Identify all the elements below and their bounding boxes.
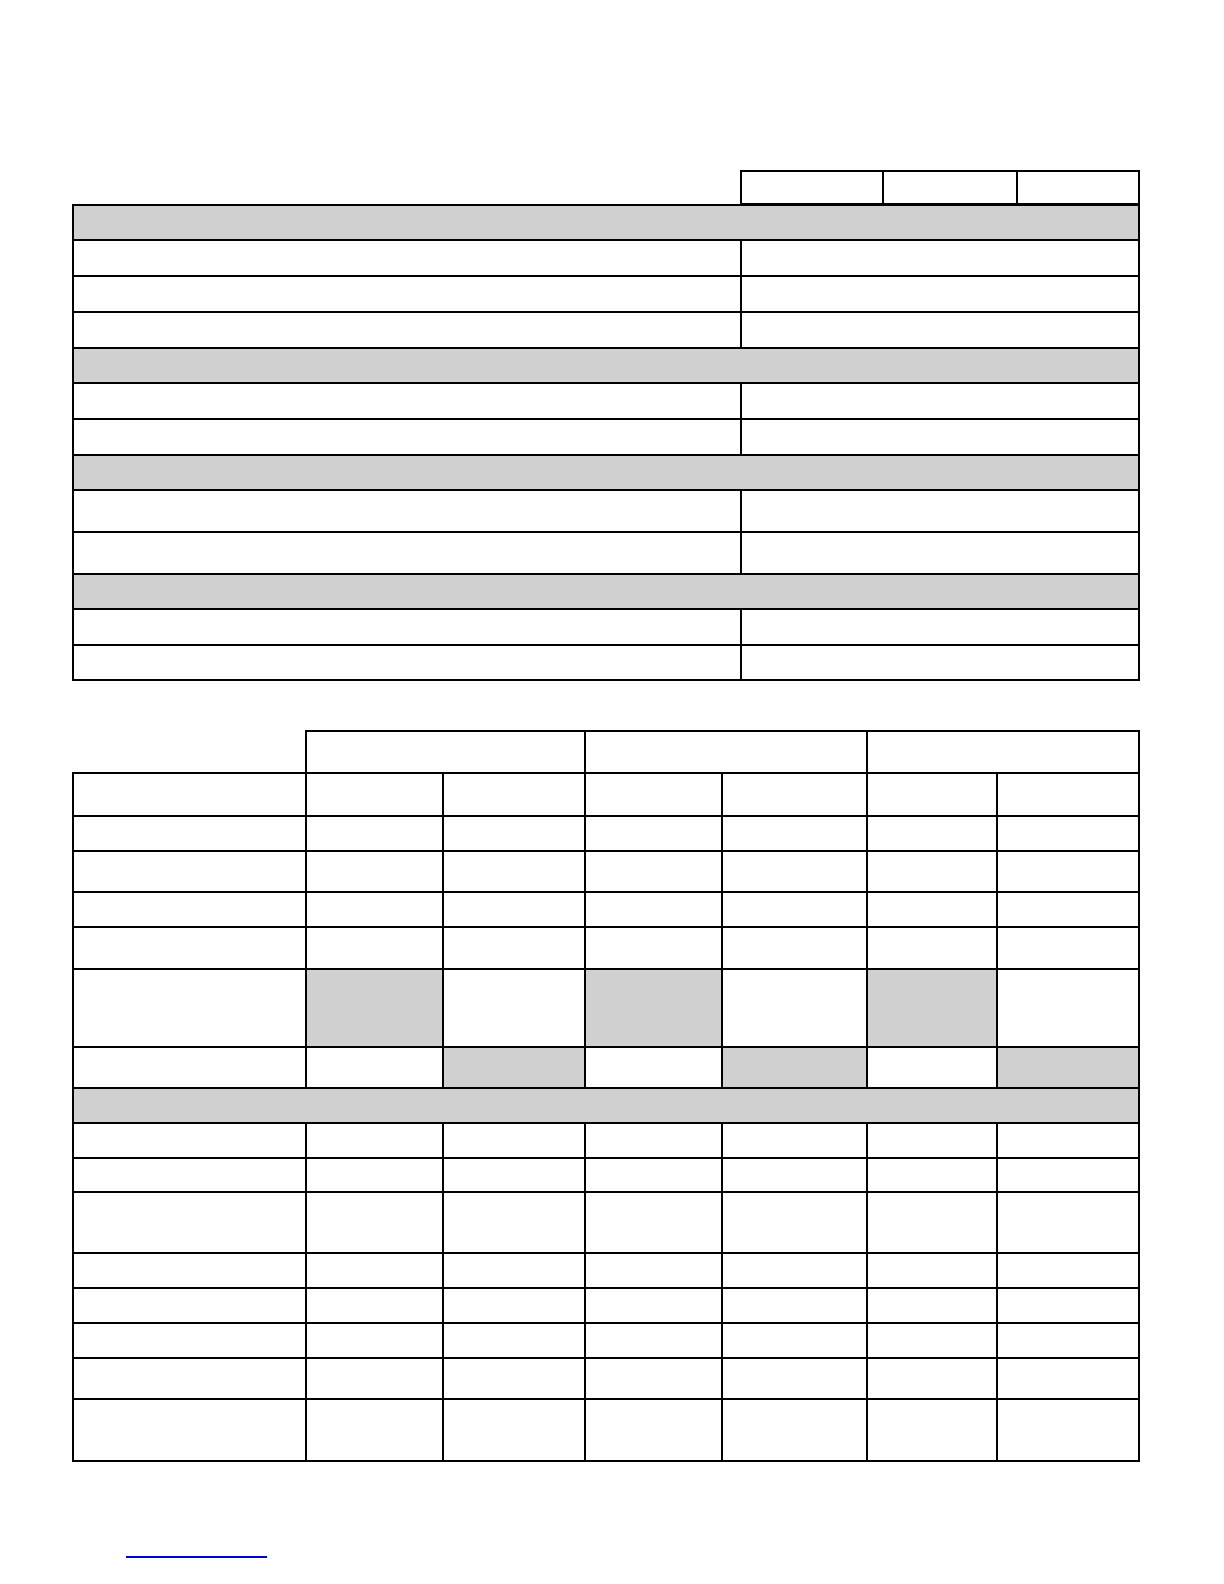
- info-row: [74, 384, 1138, 420]
- grid-cell[interactable]: [723, 1359, 868, 1398]
- table-row: [74, 1193, 1138, 1254]
- info-row: [74, 610, 1138, 646]
- grid-cell[interactable]: [868, 1254, 998, 1287]
- section-header-1: [74, 206, 1138, 241]
- grid-cell[interactable]: [723, 928, 868, 968]
- table-row: [74, 1048, 1138, 1089]
- sub-header: [998, 774, 1138, 815]
- sub-header: [444, 774, 586, 815]
- grid-row-label: [74, 1193, 307, 1252]
- row-value-field[interactable]: [742, 491, 1138, 531]
- shaded-cell: [723, 1048, 868, 1087]
- grid-cell[interactable]: [444, 1359, 586, 1398]
- header-box-2[interactable]: [882, 170, 1016, 205]
- grid-cell[interactable]: [723, 817, 868, 850]
- grid-cell[interactable]: [586, 1159, 723, 1191]
- row-label: [74, 533, 742, 573]
- grid-cell[interactable]: [586, 1254, 723, 1287]
- grid-cell[interactable]: [307, 1159, 444, 1191]
- grid-row-label: [74, 1254, 307, 1287]
- grid-cell[interactable]: [998, 1193, 1138, 1252]
- grid-cell[interactable]: [444, 1193, 586, 1252]
- grid-cell[interactable]: [868, 1159, 998, 1191]
- shaded-cell: [444, 1048, 586, 1087]
- grid-row-label: [74, 1048, 307, 1087]
- table-row: [74, 852, 1138, 893]
- row-label: [74, 646, 742, 679]
- row-value-field[interactable]: [742, 533, 1138, 573]
- table-row: [74, 893, 1138, 928]
- grid-cell[interactable]: [998, 1124, 1138, 1157]
- table-row: [74, 817, 1138, 852]
- table-row: [74, 1324, 1138, 1359]
- grid-cell[interactable]: [307, 1124, 444, 1157]
- grid-cell[interactable]: [723, 1159, 868, 1191]
- row-label: [74, 491, 742, 531]
- row-label: [74, 241, 742, 275]
- grid-cell[interactable]: [307, 852, 444, 891]
- section-header-3: [74, 456, 1138, 491]
- grid-cell[interactable]: [307, 1289, 444, 1322]
- row-value-field[interactable]: [742, 277, 1138, 311]
- grid-row-label: [74, 1400, 307, 1460]
- header-box-3[interactable]: [1016, 170, 1140, 205]
- row-value-field[interactable]: [742, 610, 1138, 644]
- grid-header-row: [74, 774, 1138, 817]
- group-header-2: [584, 730, 866, 773]
- shaded-cell: [998, 1048, 1138, 1087]
- grid-cell[interactable]: [723, 1324, 868, 1357]
- info-row: [74, 533, 1138, 575]
- grid-cell[interactable]: [444, 893, 586, 926]
- grid-cell[interactable]: [307, 1359, 444, 1398]
- grid-cell[interactable]: [998, 1254, 1138, 1287]
- grid-cell[interactable]: [586, 852, 723, 891]
- grid-cell[interactable]: [307, 1324, 444, 1357]
- grid-cell[interactable]: [444, 928, 586, 968]
- table-row: [74, 1289, 1138, 1324]
- sub-header: [586, 774, 723, 815]
- group-header-1: [305, 730, 584, 773]
- table-row: [74, 1124, 1138, 1159]
- grid-cell[interactable]: [586, 1400, 723, 1460]
- info-row: [74, 241, 1138, 277]
- grid-cell[interactable]: [998, 1359, 1138, 1398]
- section-header-4: [74, 575, 1138, 610]
- grid-cell[interactable]: [998, 817, 1138, 850]
- grid-row-label: [74, 1359, 307, 1398]
- grid-cell[interactable]: [998, 1159, 1138, 1191]
- grid-cell[interactable]: [444, 1159, 586, 1191]
- data-grid: [72, 772, 1140, 1462]
- grid-cell[interactable]: [868, 928, 998, 968]
- grid-cell[interactable]: [444, 970, 586, 1046]
- sub-header: [723, 774, 868, 815]
- grid-cell[interactable]: [586, 1193, 723, 1252]
- table-row: [74, 1400, 1138, 1460]
- grid-cell[interactable]: [586, 1124, 723, 1157]
- grid-cell[interactable]: [868, 1400, 998, 1460]
- grid-cell[interactable]: [868, 1124, 998, 1157]
- info-row: [74, 646, 1138, 679]
- grid-cell[interactable]: [307, 893, 444, 926]
- grid-cell[interactable]: [307, 1193, 444, 1252]
- grid-cell[interactable]: [586, 1359, 723, 1398]
- footer-link-underline[interactable]: [126, 1556, 267, 1558]
- grid-cell[interactable]: [723, 1193, 868, 1252]
- grid-cell[interactable]: [868, 1289, 998, 1322]
- grid-cell[interactable]: [307, 1400, 444, 1460]
- grid-cell[interactable]: [998, 1324, 1138, 1357]
- grid-cell[interactable]: [998, 970, 1138, 1046]
- grid-cell[interactable]: [586, 928, 723, 968]
- grid-cell[interactable]: [444, 1400, 586, 1460]
- grid-cell[interactable]: [586, 1324, 723, 1357]
- group-header-3: [866, 730, 1140, 773]
- grid-cell[interactable]: [723, 1124, 868, 1157]
- grid-cell[interactable]: [723, 1289, 868, 1322]
- grid-cell[interactable]: [998, 893, 1138, 926]
- grid-row-label: [74, 1324, 307, 1357]
- row-value-field[interactable]: [742, 241, 1138, 275]
- row-label: [74, 420, 742, 454]
- grid-section-header: [74, 1089, 1138, 1124]
- shaded-cell: [307, 970, 444, 1046]
- info-row: [74, 420, 1138, 456]
- grid-row-label: [74, 970, 307, 1046]
- grid-cell[interactable]: [307, 928, 444, 968]
- grid-row-label: [74, 852, 307, 891]
- sub-header: [868, 774, 998, 815]
- grid-row-label: [74, 928, 307, 968]
- info-row: [74, 313, 1138, 349]
- table-row: [74, 928, 1138, 970]
- grid-row-label: [74, 893, 307, 926]
- grid-cell[interactable]: [307, 1254, 444, 1287]
- header-boxes: [740, 170, 1140, 205]
- section-header-2: [74, 349, 1138, 384]
- grid-cell[interactable]: [723, 1254, 868, 1287]
- grid-cell[interactable]: [444, 1289, 586, 1322]
- grid-cell[interactable]: [998, 1289, 1138, 1322]
- grid-cell[interactable]: [723, 893, 868, 926]
- row-label: [74, 313, 742, 347]
- grid-row-label: [74, 1289, 307, 1322]
- grid-cell[interactable]: [586, 1289, 723, 1322]
- grid-cell[interactable]: [307, 1048, 444, 1087]
- grid-row-label: [74, 817, 307, 850]
- grid-cell[interactable]: [868, 1048, 998, 1087]
- grid-cell[interactable]: [998, 928, 1138, 968]
- grid-group-headers: [305, 730, 1140, 773]
- grid-cell[interactable]: [723, 852, 868, 891]
- row-value-field[interactable]: [742, 420, 1138, 454]
- table-row: [74, 1254, 1138, 1289]
- grid-cell[interactable]: [868, 1359, 998, 1398]
- grid-cell[interactable]: [868, 1324, 998, 1357]
- info-row: [74, 491, 1138, 533]
- header-box-1[interactable]: [740, 170, 882, 205]
- grid-cell[interactable]: [444, 1254, 586, 1287]
- row-value-field[interactable]: [742, 313, 1138, 347]
- row-label: [74, 610, 742, 644]
- table-row: [74, 970, 1138, 1048]
- sub-header: [307, 774, 444, 815]
- grid-cell[interactable]: [723, 970, 868, 1046]
- row-value-field[interactable]: [742, 384, 1138, 418]
- grid-cell[interactable]: [444, 1124, 586, 1157]
- grid-cell[interactable]: [444, 817, 586, 850]
- grid-row-label: [74, 1124, 307, 1157]
- info-table: [72, 204, 1140, 681]
- grid-cell[interactable]: [586, 817, 723, 850]
- grid-cell[interactable]: [868, 817, 998, 850]
- row-label: [74, 277, 742, 311]
- grid-row-label: [74, 1159, 307, 1191]
- grid-cell[interactable]: [586, 893, 723, 926]
- grid-cell[interactable]: [868, 893, 998, 926]
- grid-cell[interactable]: [998, 1400, 1138, 1460]
- grid-row-label: [74, 774, 307, 815]
- table-row: [74, 1359, 1138, 1400]
- shaded-cell: [586, 970, 723, 1046]
- grid-cell[interactable]: [444, 1324, 586, 1357]
- grid-cell[interactable]: [868, 852, 998, 891]
- grid-cell[interactable]: [998, 852, 1138, 891]
- shaded-cell: [868, 970, 998, 1046]
- row-value-field[interactable]: [742, 646, 1138, 679]
- grid-cell[interactable]: [868, 1193, 998, 1252]
- row-label: [74, 384, 742, 418]
- grid-cell[interactable]: [723, 1400, 868, 1460]
- grid-cell[interactable]: [307, 817, 444, 850]
- grid-cell[interactable]: [586, 1048, 723, 1087]
- table-row: [74, 1159, 1138, 1193]
- info-row: [74, 277, 1138, 313]
- grid-cell[interactable]: [444, 852, 586, 891]
